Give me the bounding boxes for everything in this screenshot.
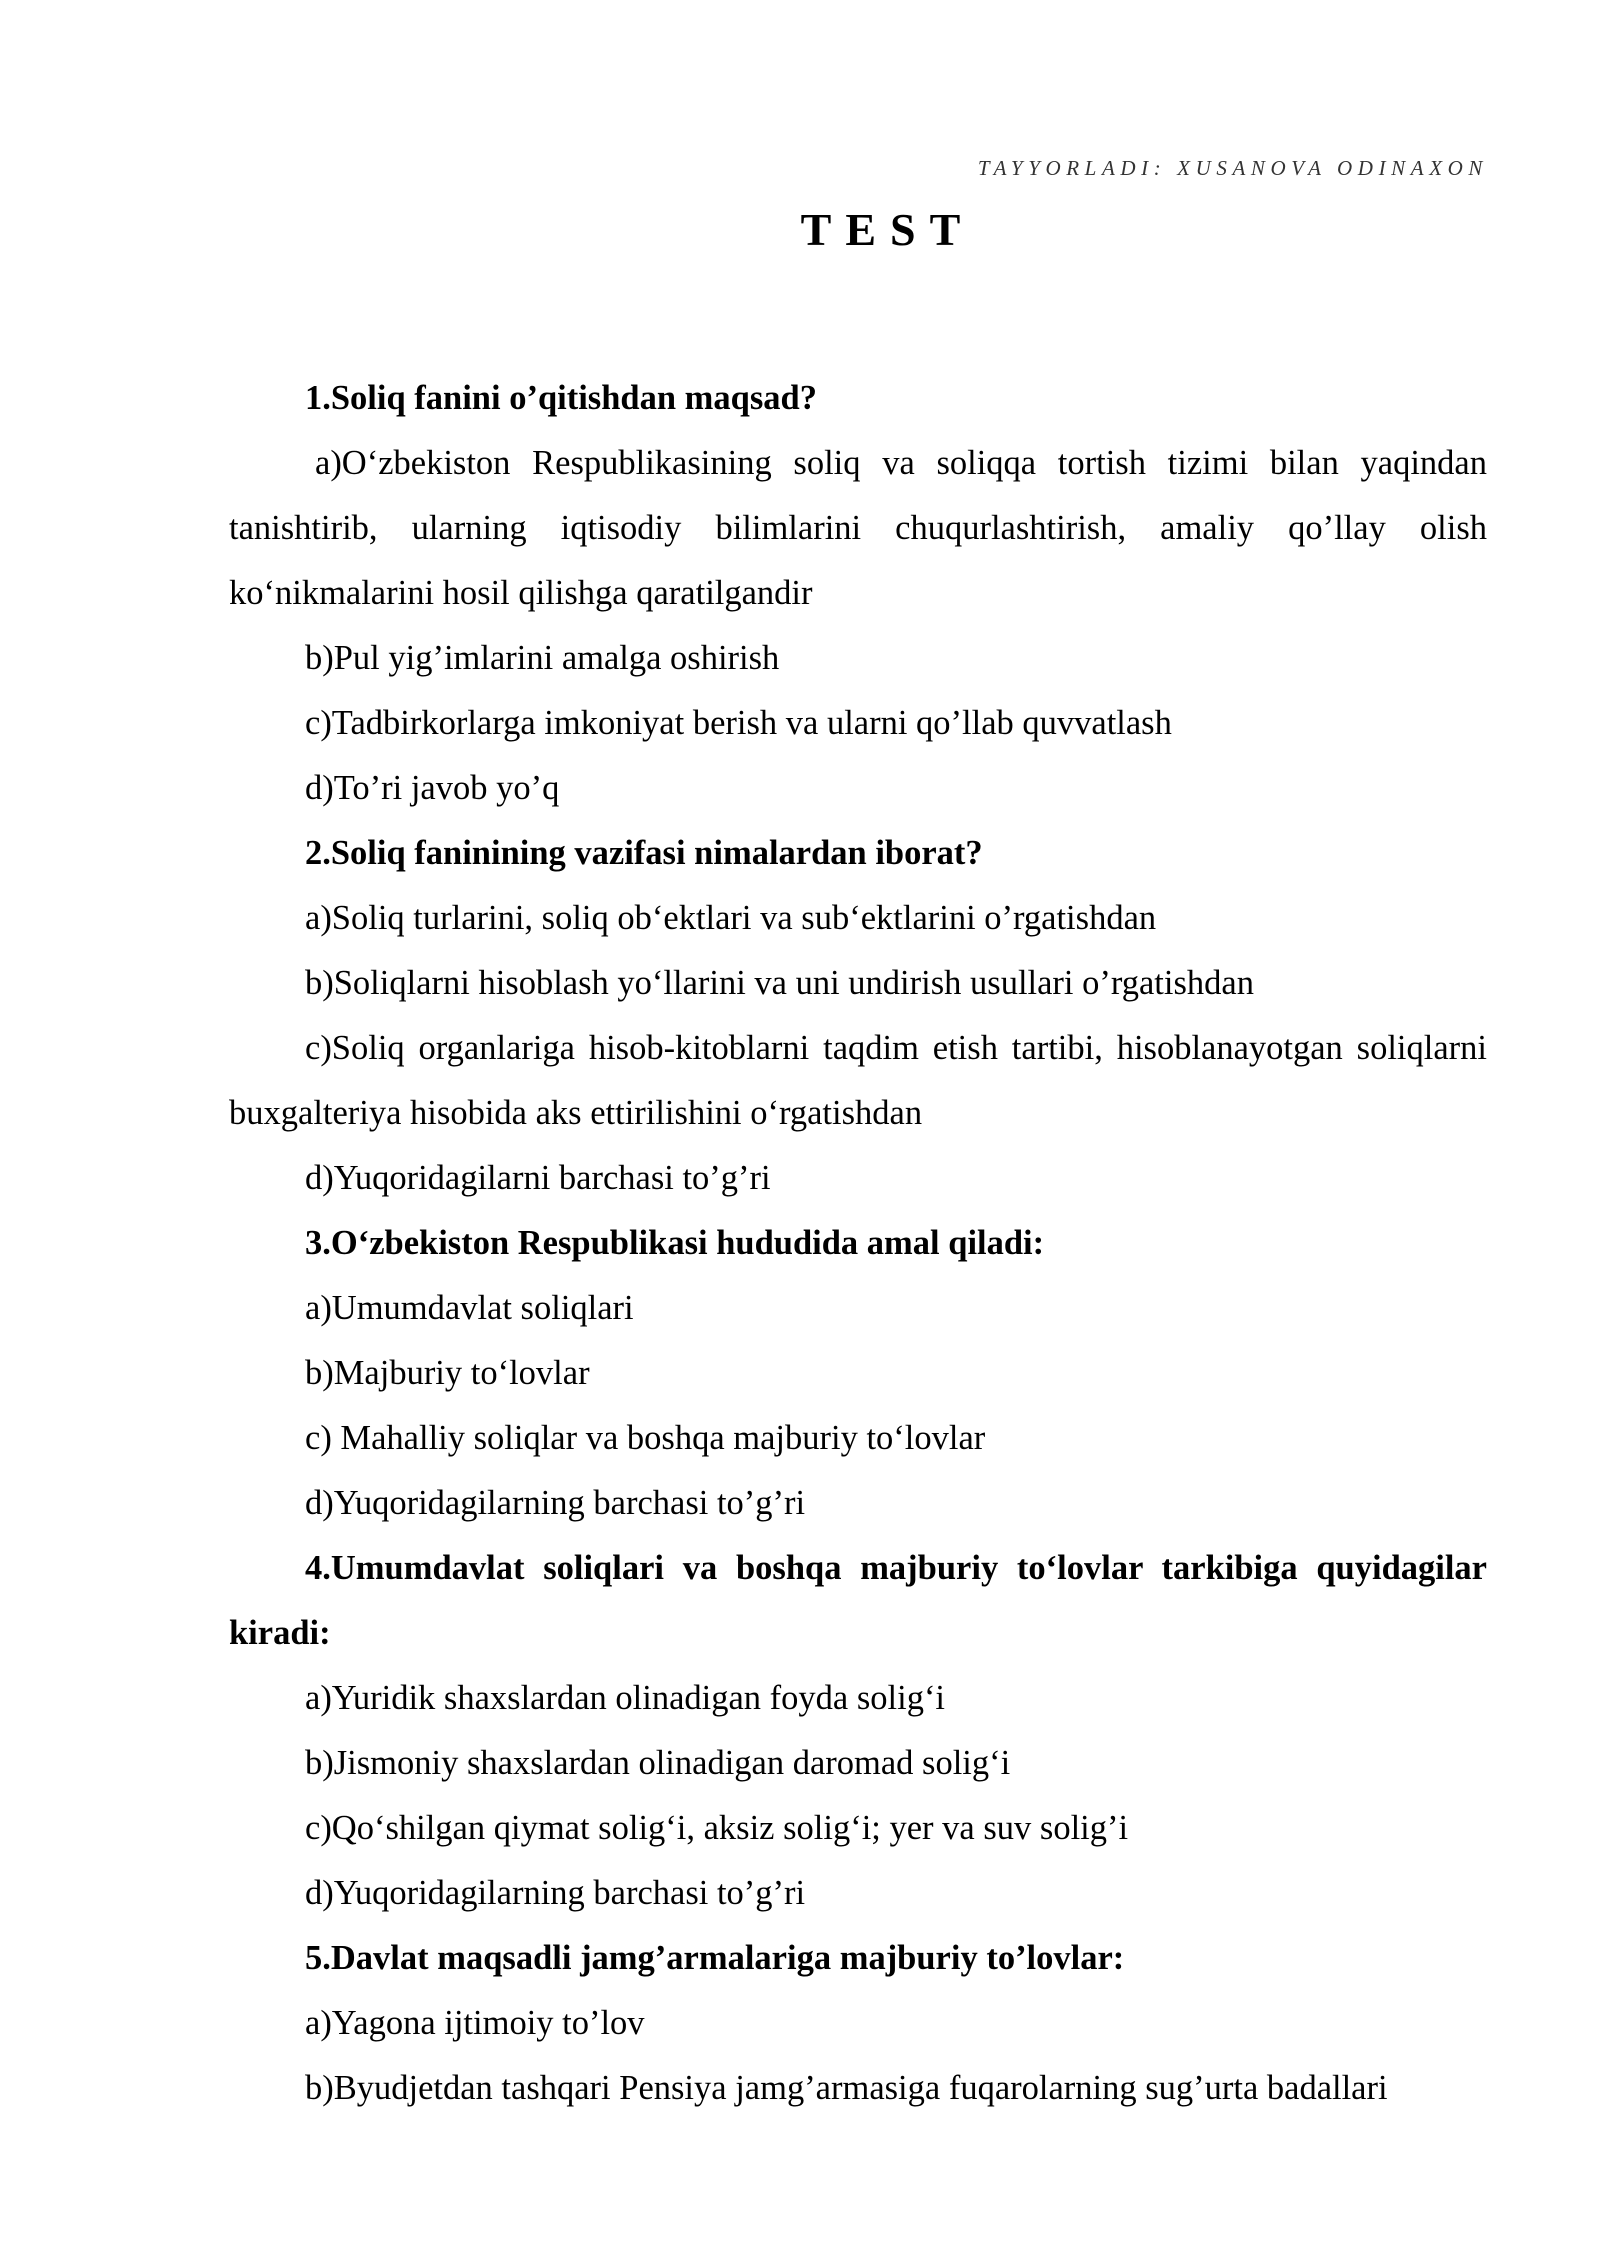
question-3-option-b: b)Majburiy to‘lovlar [305,1354,590,1392]
question-1-option-b: b)Pul yig’imlarini amalga oshirish [305,639,780,677]
question-3-option-a: a)Umumdavlat soliqlari [305,1289,634,1327]
question-5-option-a: a)Yagona ijtimoiy to’lov [305,2004,645,2042]
question-4-option-b: b)Jismoniy shaxslardan olinadigan daromad solig‘i [305,1744,1011,1782]
question-3: 3.O‘zbekiston Respublikasi hududida amal qiladi: [305,1224,1045,1262]
question-1-option-a: a)O‘zbekiston Respublikasining soliq va soliqqa tortish tizimi bilan yaqindan tanishtirib, ularning iqtisodiy bilimlarini chuqurlashtirish, amaliy qo’llay olish ko‘nikmalarini hosil qilishga qaratilgandir [229,444,1487,612]
question-5-option-b: b)Byudjetdan tashqari Pensiya jamg’armasiga fuqarolarning sug’urta badallari [305,2069,1388,2107]
page-title: TEST [800,204,975,255]
question-2-option-b: b)Soliqlarni hisoblash yo‘llarini va uni undirish usullari o’rgatishdan [305,964,1254,1002]
author-line: TAYYORLADI: XUSANOVA ODINAXON [977,156,1488,180]
question-3-option-d: d)Yuqoridagilarning barchasi to’g’ri [305,1484,806,1522]
question-4-option-d: d)Yuqoridagilarning barchasi to’g’ri [305,1874,806,1912]
question-1-option-c: c)Tadbirkorlarga imkoniyat berish va ularni qo’llab quvvatlash [305,704,1172,742]
question-4-option-a: a)Yuridik shaxslardan olinadigan foyda solig‘i [305,1679,946,1717]
question-2: 2.Soliq faninining vazifasi nimalardan iborat? [305,834,983,872]
question-1: 1.Soliq fanini o’qitishdan maqsad? [305,379,817,417]
test-body [229,366,1487,2121]
question-2-option-d: d)Yuqoridagilarni barchasi to’g’ri [305,1159,771,1197]
question-4: 4.Umumdavlat soliqlari va boshqa majburiy to‘lovlar tarkibiga quyidagilar kiradi: [229,1549,1487,1652]
question-5: 5.Davlat maqsadli jamg’armalariga majburiy to’lovlar: [305,1939,1125,1977]
question-2-option-a: a)Soliq turlarini, soliq ob‘ektlari va sub‘ektlarini o’rgatishdan [305,899,1157,937]
question-4-option-c: c)Qo‘shilgan qiymat solig‘i, aksiz solig‘i; yer va suv solig’i [305,1809,1129,1847]
question-3-option-c: c) Mahalliy soliqlar va boshqa majburiy to‘lovlar [305,1419,986,1457]
question-2-option-c: c)Soliq organlariga hisob-kitoblarni taqdim etish tartibi, hisoblanayotgan soliqlarni buxgalteriya hisobida aks ettirilishini o‘rgatishdan [229,1029,1487,1132]
question-1-option-d: d)To’ri javob yo’q [305,769,560,807]
